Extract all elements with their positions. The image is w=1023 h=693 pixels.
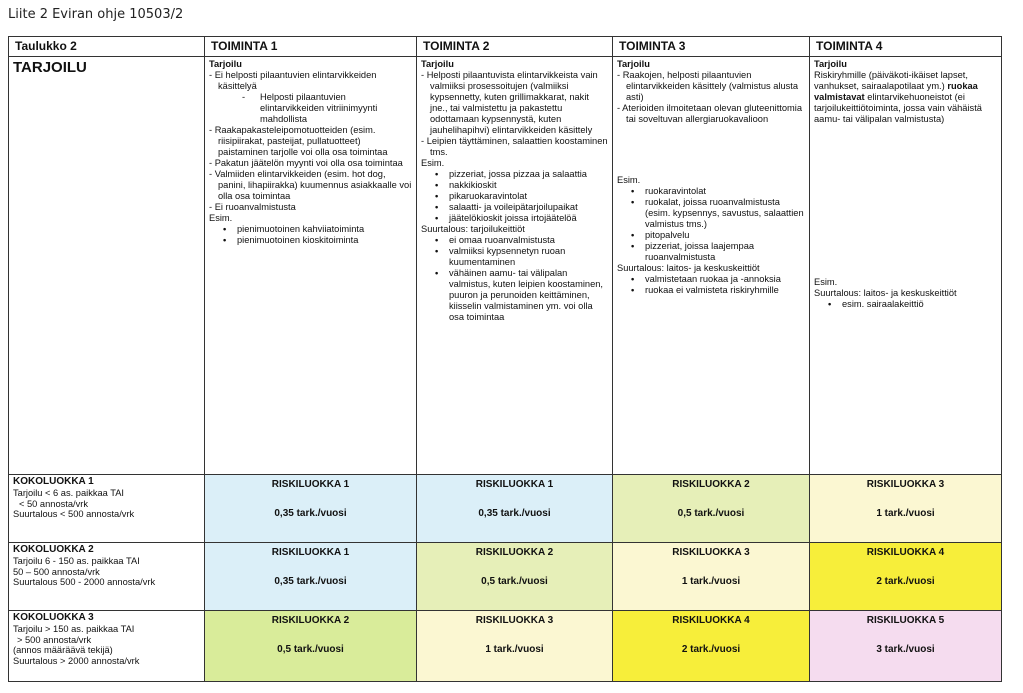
- list-item: - Pakatun jäätelön myynti voi olla osa toimintaa: [209, 158, 412, 169]
- column-header-toiminta-1: TOIMINTA 1: [205, 37, 417, 57]
- description-row: [9, 57, 1002, 475]
- risk-cell: RISKILUOKKA 5 3 tark./vuosi: [810, 611, 1002, 682]
- risk-cell: RISKILUOKKA 2 0,5 tark./vuosi: [417, 543, 613, 611]
- list-item: • jäätelökioskit joissa irtojäätelöä: [421, 213, 608, 224]
- list-item: - Leipien täyttäminen, salaattien koostaminen tms.: [421, 136, 608, 158]
- list-item: • salaatti- ja voileipätarjoilupaikat: [421, 202, 608, 213]
- table-label: Taulukko 2: [9, 37, 205, 57]
- list-item: • pizzeriat, jossa pizzaa ja salaattia: [421, 169, 608, 180]
- list-item: - Raakapakasteleipomotuotteiden (esim. riisipiirakat, pasteijat, pullatuotteet) paistaminen tarjolle voi olla osa toimintaa: [209, 125, 412, 158]
- toiminta-1-description: Tarjoilu - Ei helposti pilaantuvien elintarvikkeiden käsittelyä - Helposti pilaantuvien elintarvikkeiden vitriinimyynti mahdollista - Raakapakasteleipomotuotteiden (esim. riisipiirakat, pasteijat, pullatuotteet) paistaminen tarjolle voi olla osa toimintaa - Pakatun jäätelön myynti voi olla osa toimintaa - Valmiiden elintarvikkeiden (esim. hot dog, panini, lihapiirakka) kuumennus asiakkaalle voi olla osa toimintaa - Ei ruoanvalmistusta Esim. • pienimuotoinen kahviiatoiminta • pienimuotoinen kioskitoiminta: [205, 57, 417, 475]
- toiminta-3-description: Tarjoilu - Raakojen, helposti pilaantuvien elintarvikkeiden käsittely (valmistus alusta asti) - Aterioiden ilmoitetaan olevan gluteenittomia tai soveltuvan allergiaruokavalioon Esim. • ruokaravintolat • ruokalat, joissa ruoanvalmistusta (esim. kypsennys, savustus, salaattien valmistus tms.) • pitopalvelu • pizzeriat, joissa laajempaa ruoanvalmistusta Suurtalous: laitos- ja keskuskeittiöt • valmistetaan ruokaa ja -annoksia • ruokaa ei valmisteta riskiryhmille: [613, 57, 810, 475]
- risk-classification-table: [8, 36, 1002, 682]
- list-item: • esim. sairaalakeittiö: [814, 299, 997, 310]
- list-item: - Valmiiden elintarvikkeiden (esim. hot dog, panini, lihapiirakka) kuumennus asiakkaalle voi olla osa toimintaa: [209, 169, 412, 202]
- toiminta-4-description: Tarjoilu Riskiryhmille (päiväkoti-ikäiset lapset, vanhukset, sairaalapotilaat ym.) ruokaa valmistavat elintarvikehuoneistot (ei tarjoilukeittiötoiminta, jossa vain vähäistä aamu- tai välipalan valmistusta) Esim. Suurtalous: laitos- ja keskuskeittiöt • esim. sairaalakeittiö: [810, 57, 1002, 475]
- list-item: • pikaruokaravintolat: [421, 191, 608, 202]
- risk-cell: RISKILUOKKA 1 0,35 tark./vuosi: [205, 475, 417, 543]
- list-item: • valmistetaan ruokaa ja -annoksia: [617, 274, 805, 285]
- toiminta-2-description: Tarjoilu - Helposti pilaantuvista elintarvikkeista vain valmiiksi prosessoitujen (valmiiksi kypsennetty, kuten grillimakkarat, nakit jne., tai valmistettu ja pakastettu odottamaan kypsennystä, kuten jauhelihapihvi) elintarvikkeiden käsittely - Leipien täyttäminen, salaattien koostaminen tms. Esim. • pizzeriat, jossa pizzaa ja salaattia • nakkikioskit • pikaruokaravintolat • salaatti- ja voileipätarjoilupaikat • jäätelökioskit joissa irtojäätelöä Suurtalous: tarjoilukeittiöt • ei omaa ruoanvalmistusta • valmiiksi kypsennetyn ruoan kuumentaminen • vähäinen aamu- tai välipalan valmistus, kuten leipien koostaminen, puuron ja perunoiden keittäminen, kiisselin valmistaminen ym. voi olla osa toimintaa: [417, 57, 613, 475]
- risk-cell: RISKILUOKKA 3 1 tark./vuosi: [417, 611, 613, 682]
- list-item: - Helposti pilaantuvien elintarvikkeiden vitriinimyynti mahdollista: [218, 92, 412, 125]
- risk-cell: RISKILUOKKA 3 1 tark./vuosi: [613, 543, 810, 611]
- risk-cell: RISKILUOKKA 4 2 tark./vuosi: [613, 611, 810, 682]
- list-item: - Aterioiden ilmoitetaan olevan gluteenittomia tai soveltuvan allergiaruokavalioon: [617, 103, 805, 125]
- suurtalous-label: Suurtalous: laitos- ja keskuskeittiöt: [814, 288, 957, 298]
- list-item: • pienimuotoinen kahviiatoiminta: [209, 224, 412, 235]
- row-label-tarjoilu: TARJOILU: [9, 57, 205, 475]
- size-class-label: KOKOLUOKKA 2 Tarjoilu 6 - 150 as. paikkaa TAI 50 – 500 annosta/vrk Suurtalous 500 - 2000 annosta/vrk: [9, 543, 205, 611]
- list-item: • valmiiksi kypsennetyn ruoan kuumentaminen: [421, 246, 608, 268]
- column-header-row: [9, 37, 1002, 57]
- list-item: - Ei ruoanvalmistusta: [209, 202, 412, 213]
- list-item: • pienimuotoinen kioskitoiminta: [209, 235, 412, 246]
- suurtalous-label: Suurtalous: laitos- ja keskuskeittiöt: [617, 263, 760, 273]
- column-header-toiminta-2: TOIMINTA 2: [417, 37, 613, 57]
- risk-cell: RISKILUOKKA 1 0,35 tark./vuosi: [205, 543, 417, 611]
- column-header-toiminta-4: TOIMINTA 4: [810, 37, 1002, 57]
- example-label: Esim.: [814, 277, 838, 287]
- size-class-row-2: [9, 543, 1002, 611]
- list-item: • nakkikioskit: [421, 180, 608, 191]
- list-item: • ruokalat, joissa ruoanvalmistusta (esim. kypsennys, savustus, salaattien valmistus tms.): [617, 197, 805, 230]
- risk-cell: RISKILUOKKA 1 0,35 tark./vuosi: [417, 475, 613, 543]
- risk-cell: RISKILUOKKA 2 0,5 tark./vuosi: [613, 475, 810, 543]
- size-class-label: KOKOLUOKKA 3 Tarjoilu > 150 as. paikkaa TAI > 500 annosta/vrk (annos määräävä tekijä) Suurtalous > 2000 annosta/vrk: [9, 611, 205, 682]
- list-item: • vähäinen aamu- tai välipalan valmistus, kuten leipien koostaminen, puuron ja perunoiden keittäminen, kiisselin valmistaminen ym. voi olla osa toimintaa: [421, 268, 608, 323]
- column-header-toiminta-3: TOIMINTA 3: [613, 37, 810, 57]
- example-label: Esim.: [421, 158, 445, 168]
- risk-cell: RISKILUOKKA 2 0,5 tark./vuosi: [205, 611, 417, 682]
- risk-cell: RISKILUOKKA 3 1 tark./vuosi: [810, 475, 1002, 543]
- suurtalous-label: Suurtalous: tarjoilukeittiöt: [421, 224, 525, 234]
- list-item: • pitopalvelu: [617, 230, 805, 241]
- list-item: • ei omaa ruoanvalmistusta: [421, 235, 608, 246]
- size-class-label: KOKOLUOKKA 1 Tarjoilu < 6 as. paikkaa TAI < 50 annosta/vrk Suurtalous < 500 annosta/vrk: [9, 475, 205, 543]
- list-item: - Ei helposti pilaantuvien elintarvikkeiden käsittelyä - Helposti pilaantuvien elintarvikkeiden vitriinimyynti mahdollista: [209, 70, 412, 125]
- size-class-row-3: [9, 611, 1002, 682]
- list-item: - Raakojen, helposti pilaantuvien elintarvikkeiden käsittely (valmistus alusta asti): [617, 70, 805, 103]
- size-class-row-1: [9, 475, 1002, 543]
- list-item: • ruokaa ei valmisteta riskiryhmille: [617, 285, 805, 296]
- list-item: • ruokaravintolat: [617, 186, 805, 197]
- list-item: • pizzeriat, joissa laajempaa ruoanvalmistusta: [617, 241, 805, 263]
- toiminta-4-text: Riskiryhmille (päiväkoti-ikäiset lapset, vanhukset, sairaalapotilaat ym.) ruokaa valmistavat elintarvikehuoneistot (ei tarjoilukeittiötoiminta, jossa vain vähäistä aamu- tai välipalan valmistusta): [814, 70, 982, 124]
- document-header: Liite 2 Eviran ohje 10503/2: [8, 7, 184, 22]
- example-label: Esim.: [617, 175, 641, 185]
- risk-cell: RISKILUOKKA 4 2 tark./vuosi: [810, 543, 1002, 611]
- example-label: Esim.: [209, 213, 233, 223]
- list-item: - Helposti pilaantuvista elintarvikkeista vain valmiiksi prosessoitujen (valmiiksi kypsennetty, kuten grillimakkarat, nakit jne., tai valmistettu ja pakastettu odottamaan kypsennystä, kuten jauhelihapihvi) elintarvikkeiden käsittely: [421, 70, 608, 136]
